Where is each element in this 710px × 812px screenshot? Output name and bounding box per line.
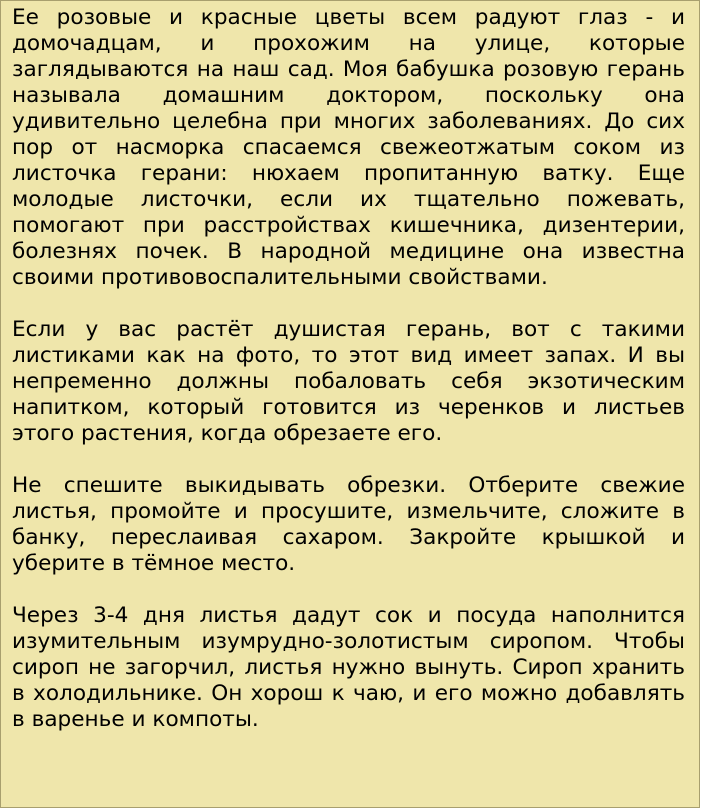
paragraph-preparation-steps: Не спешите выкидывать обрезки. Отберите свежие листья, промойте и просушите, измельчите, сложите в банку, переслаивая сахаром. Закройте крышкой и уберите в тёмное место. bbox=[12, 473, 685, 576]
paragraph-syrup-storage: Через 3-4 дня листья дадут сок и посуда наполнится изумительным изумрудно-золотистым сиропом. Чтобы сироп не загорчил, листья нужно вынуть. Сироп хранить в холодильнике. Он хорош к чаю, и его можно добавлять в варенье и компоты. bbox=[12, 603, 685, 732]
paragraph-scented-geranium-drink: Если у вас растёт душистая герань, вот с такими листиками как на фото, то этот вид имеет запах. И вы непременно должны побаловать себя экзотическим напитком, который готовится из черенков и листьев этого растения, когда обрезаете его. bbox=[12, 317, 685, 446]
paragraph-health-benefits: Ее розовые и красные цветы всем радуют глаз - и домочадцам, и прохожим на улице, которые заглядываются на наш сад. Моя бабушка розовую герань называла домашним доктором, поскольку она удивительно целебна при многих заболеваниях. До сих пор от насморка спасаемся свежеотжатым соком из листочка герани: нюхаем пропитанную ватку. Еще молодые листочки, если их тщательно пожевать, помогают при расстройствах кишечника, дизентерии, болезнях почек. В народной медицине она известна своими противовоспалительными свойствами. bbox=[12, 5, 685, 290]
